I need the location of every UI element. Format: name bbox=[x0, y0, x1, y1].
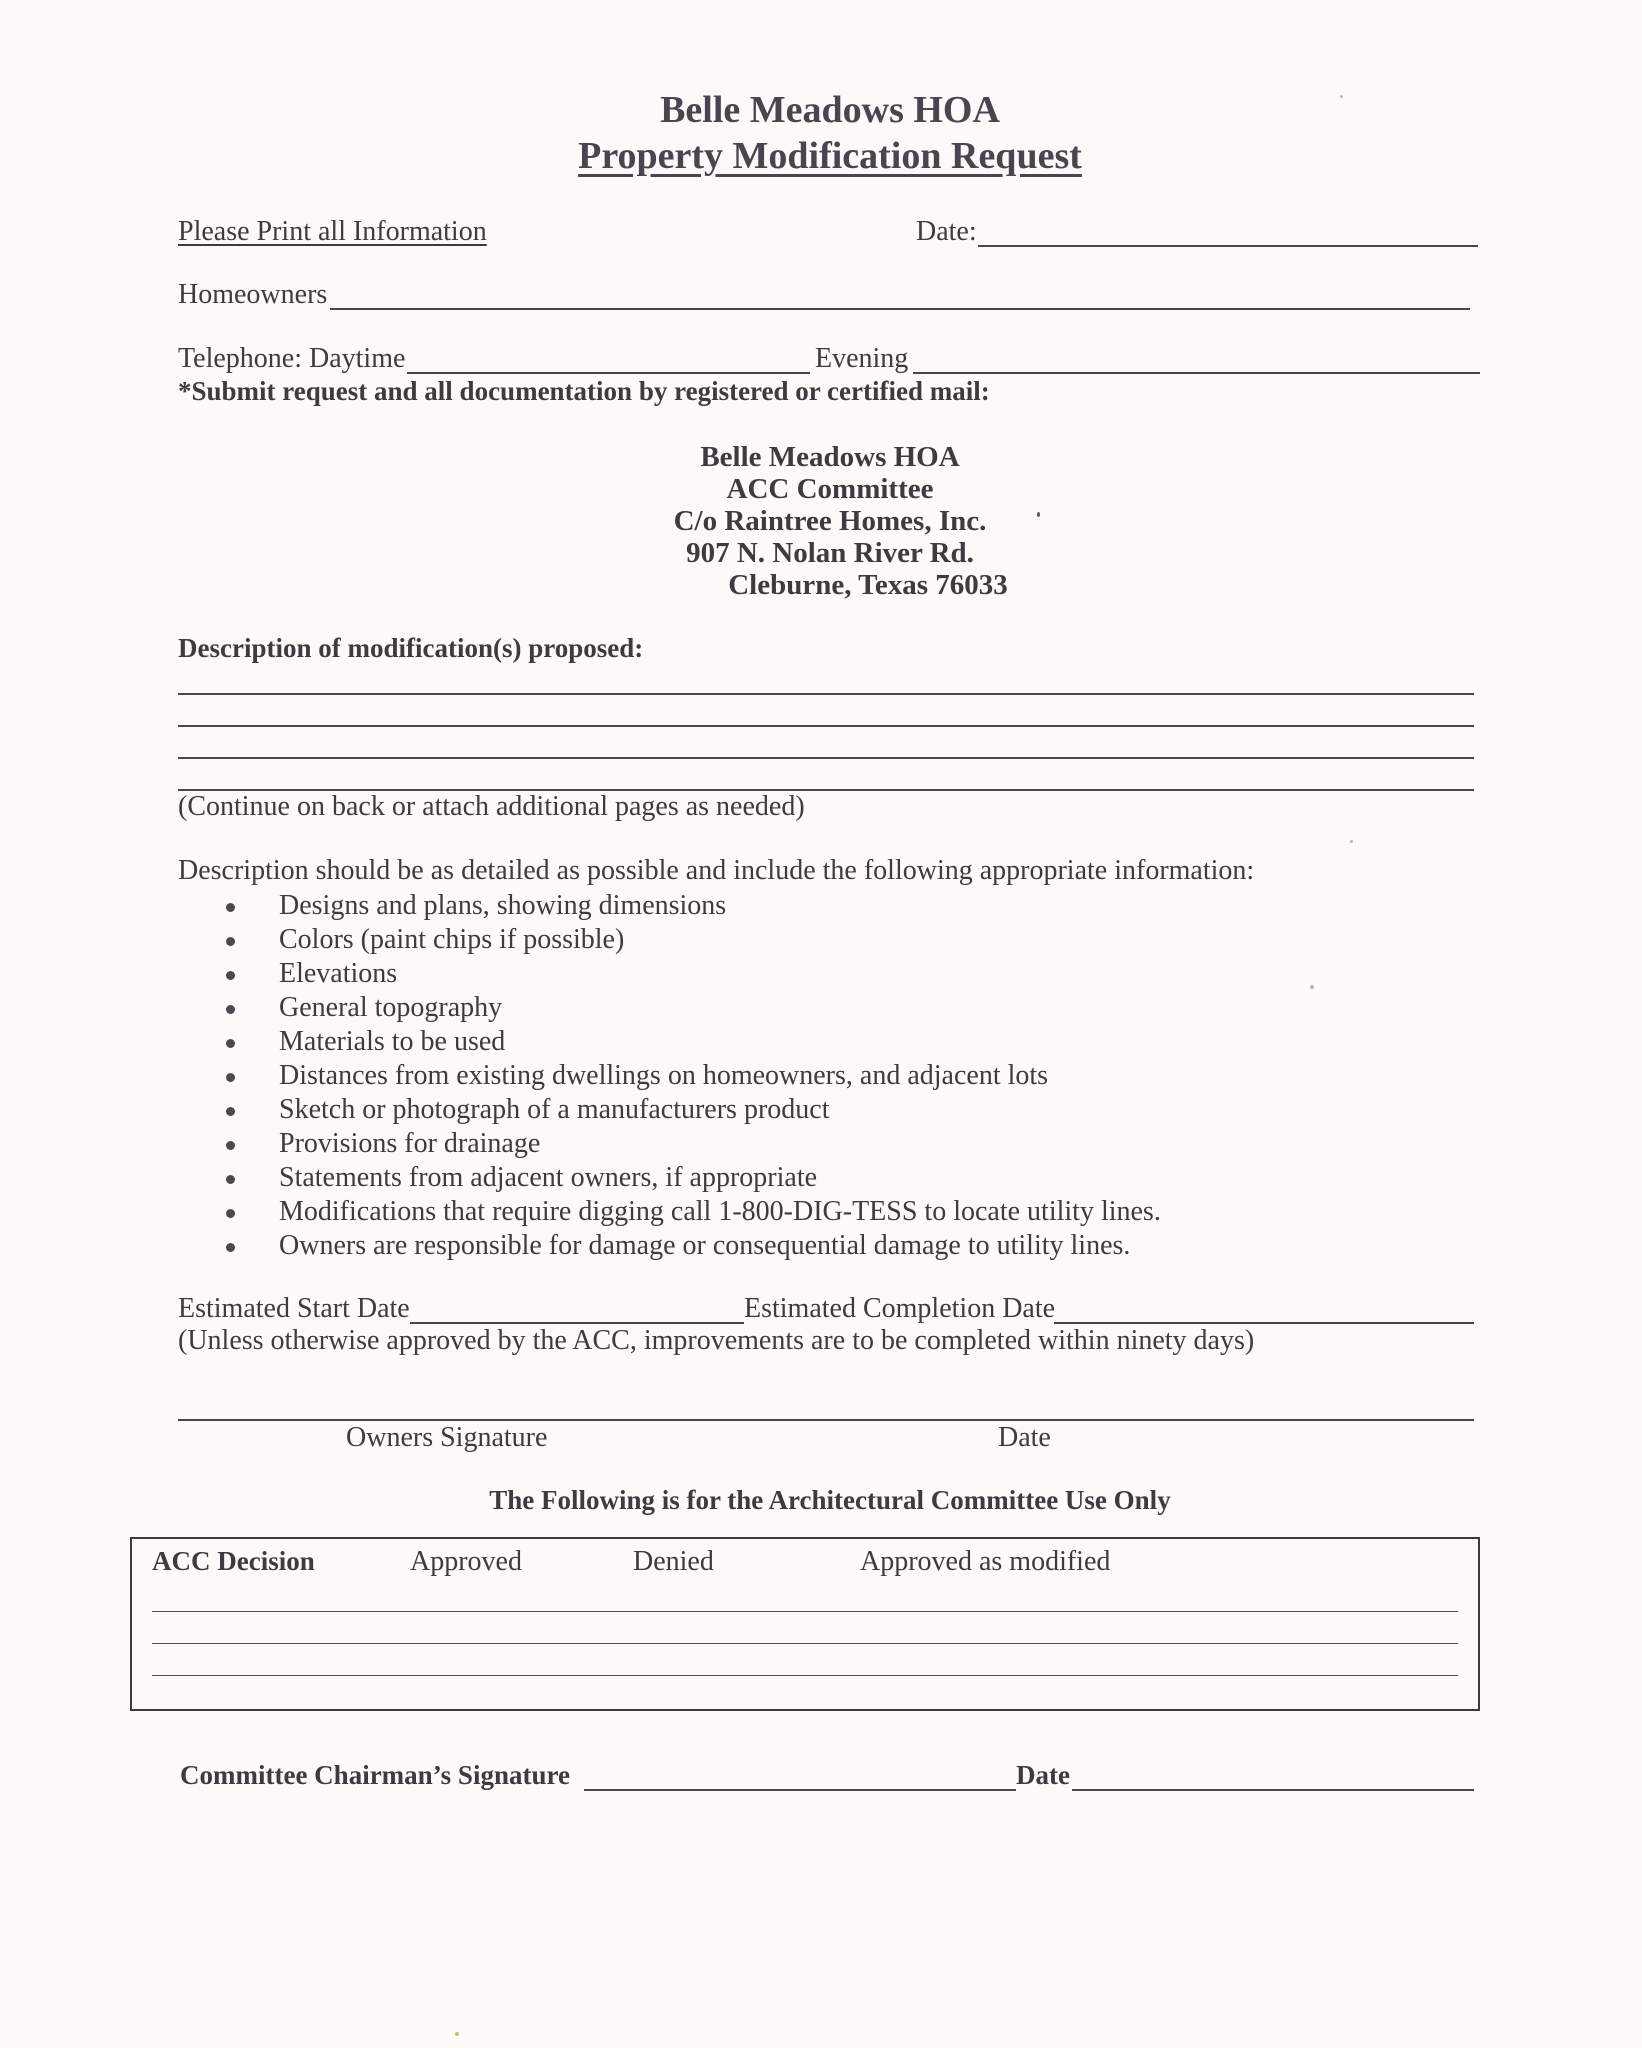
homeowners-label: Homeowners bbox=[178, 279, 328, 310]
evening-label: Evening bbox=[815, 343, 909, 374]
bullet-icon bbox=[226, 1141, 235, 1150]
bullet-icon bbox=[226, 1175, 235, 1184]
bullet-icon bbox=[226, 1073, 235, 1082]
homeowners-field[interactable] bbox=[330, 308, 1470, 310]
acc-notes-line-2[interactable] bbox=[152, 1643, 1458, 1644]
scan-speck bbox=[1310, 985, 1314, 989]
telephone-evening-field[interactable] bbox=[913, 372, 1480, 374]
bullet-icon bbox=[226, 903, 235, 912]
telephone-daytime-label: Telephone: Daytime bbox=[178, 343, 406, 374]
list-item: Colors (paint chips if possible) bbox=[279, 923, 1161, 957]
list-item: Sketch or photograph of a manufacturers product bbox=[279, 1093, 1161, 1127]
address-line-5: Cleburne, Texas 76033 bbox=[728, 569, 1008, 601]
list-item: Designs and plans, showing dimensions bbox=[279, 889, 1161, 923]
requirements-list bbox=[279, 889, 1161, 1263]
owner-date-label: Date bbox=[998, 1422, 1051, 1453]
bullet-icon bbox=[226, 1209, 235, 1218]
continue-note: (Continue on back or attach additional pages as needed) bbox=[178, 791, 805, 822]
bullet-icon bbox=[226, 1039, 235, 1048]
scan-speck bbox=[1340, 95, 1343, 98]
list-item: Modifications that require digging call 1-800-DIG-TESS to locate utility lines. bbox=[279, 1195, 1161, 1229]
chairman-date-label: Date bbox=[1016, 1760, 1070, 1790]
list-item: Owners are responsible for damage or consequential damage to utility lines. bbox=[279, 1229, 1161, 1263]
date-label: Date: bbox=[916, 216, 977, 247]
schedule-note: (Unless otherwise approved by the ACC, improvements are to be completed within ninety days) bbox=[178, 1325, 1255, 1356]
approved-modified-option[interactable]: Approved as modified bbox=[860, 1546, 1111, 1577]
list-item: Materials to be used bbox=[279, 1025, 1161, 1059]
completion-date-label: Estimated Completion Date bbox=[744, 1293, 1056, 1324]
address-line-4: 907 N. Nolan River Rd. bbox=[686, 537, 974, 569]
form-title-text: Property Modification Request bbox=[578, 135, 1082, 177]
list-item: Distances from existing dwellings on homeowners, and adjacent lots bbox=[279, 1059, 1161, 1093]
bullet-icon bbox=[226, 937, 235, 946]
chairman-date-field[interactable] bbox=[1072, 1789, 1474, 1791]
submit-note: *Submit request and all documentation by registered or certified mail: bbox=[178, 376, 990, 406]
org-name: Belle Meadows HOA bbox=[660, 89, 1000, 131]
description-label: Description of modification(s) proposed: bbox=[178, 633, 644, 663]
print-note: Please Print all Information bbox=[178, 216, 487, 247]
start-date-field[interactable] bbox=[410, 1322, 744, 1324]
start-date-label: Estimated Start Date bbox=[178, 1293, 410, 1324]
acc-notes-line-1[interactable] bbox=[152, 1611, 1458, 1612]
scan-speck bbox=[1350, 840, 1353, 843]
chairman-signature-field[interactable] bbox=[584, 1789, 1016, 1791]
bullet-icon bbox=[226, 1107, 235, 1116]
owner-signature-label: Owners Signature bbox=[346, 1422, 548, 1453]
denied-option[interactable]: Denied bbox=[633, 1546, 714, 1577]
list-item: Elevations bbox=[279, 957, 1161, 991]
acc-notes-line-3[interactable] bbox=[152, 1675, 1458, 1676]
description-intro: Description should be as detailed as possible and include the following appropriate information: bbox=[178, 855, 1255, 886]
scan-speck bbox=[455, 2032, 459, 2036]
description-line-2[interactable] bbox=[178, 725, 1474, 727]
acc-decision-box bbox=[130, 1537, 1480, 1711]
list-item: Statements from adjacent owners, if appropriate bbox=[279, 1161, 1161, 1195]
scan-speck bbox=[1037, 512, 1040, 517]
description-line-1[interactable] bbox=[178, 693, 1474, 695]
chairman-signature-label: Committee Chairman’s Signature bbox=[180, 1760, 570, 1790]
date-field[interactable] bbox=[978, 245, 1478, 247]
bullet-icon bbox=[226, 971, 235, 980]
bullet-icon bbox=[226, 1005, 235, 1014]
owner-signature-field[interactable] bbox=[178, 1419, 1474, 1421]
approved-option[interactable]: Approved bbox=[410, 1546, 522, 1577]
committee-heading: The Following is for the Architectural Committee Use Only bbox=[489, 1485, 1171, 1515]
description-line-3[interactable] bbox=[178, 757, 1474, 759]
acc-decision-label: ACC Decision bbox=[152, 1546, 315, 1576]
list-item: Provisions for drainage bbox=[279, 1127, 1161, 1161]
address-line-3: C/o Raintree Homes, Inc. bbox=[673, 505, 987, 537]
address-line-2: ACC Committee bbox=[726, 473, 934, 505]
list-item: General topography bbox=[279, 991, 1161, 1025]
completion-date-field[interactable] bbox=[1054, 1322, 1474, 1324]
telephone-daytime-field[interactable] bbox=[407, 372, 810, 374]
address-line-1: Belle Meadows HOA bbox=[700, 441, 960, 473]
bullet-icon bbox=[226, 1243, 235, 1252]
form-title bbox=[0, 134, 1642, 178]
